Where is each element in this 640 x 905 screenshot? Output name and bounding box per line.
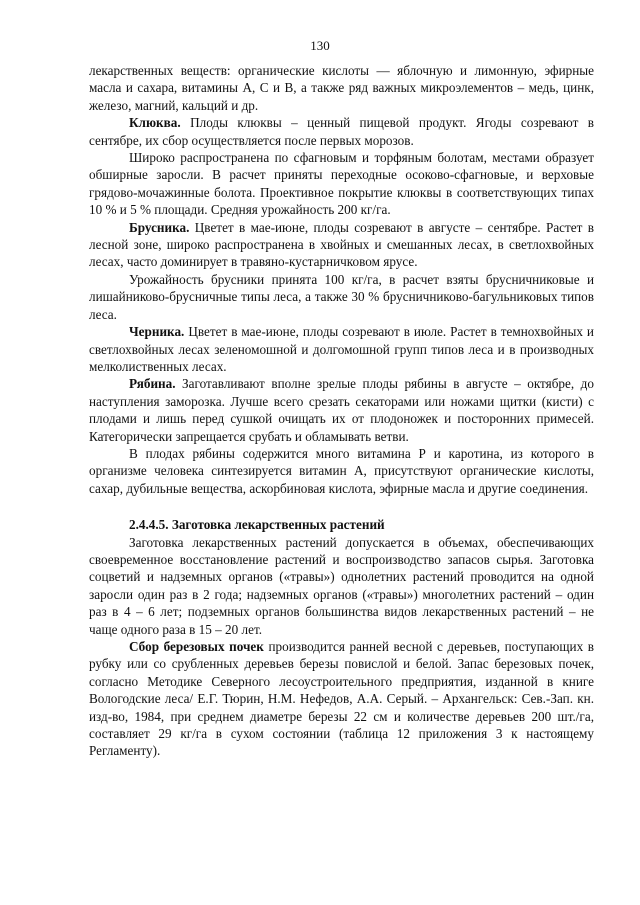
paragraph-blueberry bbox=[89, 323, 594, 375]
paragraph-medicinal-harvest bbox=[89, 534, 594, 638]
paragraph-lingonberry bbox=[89, 219, 594, 271]
paragraph-lingonberry-yield bbox=[89, 271, 594, 323]
section-heading: 2.4.4.5. Заготовка лекарственных растений bbox=[129, 517, 385, 533]
paragraph-text: Плоды клюквы – ценный пищевой продукт. Ягоды созревают в сентябре, их сбор осуществляется после первых морозов. bbox=[89, 115, 594, 148]
paragraph-text: Урожайность брусники принята 100 кг/га, в расчет взяты брусничниковые и лишайниково-брусничные типы леса, а также 30 % брусничниково-багульниковых типов леса. bbox=[89, 271, 594, 322]
paragraph-birch-buds bbox=[89, 638, 594, 760]
page-number: 130 bbox=[310, 38, 330, 53]
term-lingonberry: Брусника. bbox=[129, 219, 190, 235]
paragraph-text: Заготовка лекарственных растений допускается в объемах, обеспечивающих своевременное восстановление растений и воспроизводство запасов сырья. Заготовка соцветий и надземных органов («травы») однолетних растений проводится на одной заросли один раз в 2 года; надземных органов («травы») многолетних растений – один раз в 4 – 6 лет; подземных органов большинства видов лекарственных растений – не чаще одного раза в 15 – 20 лет. bbox=[89, 534, 594, 637]
paragraph-text: Цветет в мае-июне, плоды созревают в июле. Растет в темнохвойных и светлохвойных лесах зеленомошной и долгомошной групп типов леса и в производных мелколиственных лесах. bbox=[89, 324, 594, 374]
paragraph-continuation bbox=[89, 62, 594, 114]
paragraph-text: Широко распространена по сфагновым и торфяным болотам, местами образует обширные заросли. В расчет приняты переходные осоково-сфагновые, и верховые грядово-мочажинные болота. Проективное покрытие клюквы в соответствующих типах 10 % и 5 % площади. Средняя урожайность 200 кг/га. bbox=[89, 150, 594, 218]
paragraph-text: лекарственных веществ: органические кислоты — яблочную и лимонную, эфирные масла и сахара, витамины А, С и В, а также ряд важных микроэлементов – медь, цинк, железо, магний, кальций и др. bbox=[89, 63, 594, 113]
paragraph-text: Цветет в мае-июне, плоды созревают в августе – сентябре. Растет в лесной зоне, широко распространена в хвойных и смешанных лесах, в светлохвойных лесах, часто доминирует в травяно-кустарничковом ярусе. bbox=[89, 219, 594, 270]
term-birch-buds: Сбор березовых почек bbox=[129, 639, 264, 654]
page-content bbox=[89, 62, 594, 760]
term-cranberry: Клюква. bbox=[129, 115, 181, 131]
paragraph-text: В плодах рябины содержится много витамина Р и каротина, из которого в организме человека синтезируется витамин А, присутствуют органические кислоты, сахар, дубильные вещества, аскорбиновая кислота, эфирные масла и другие соединения. bbox=[89, 445, 594, 496]
paragraph-rowan-composition bbox=[89, 445, 594, 497]
term-rowan: Рябина. bbox=[129, 376, 176, 392]
paragraph-rowan bbox=[89, 375, 594, 445]
paragraph-cranberry bbox=[89, 114, 594, 149]
term-blueberry: Черника. bbox=[129, 324, 185, 340]
paragraph-text: производится ранней весной с деревьев, поступающих в рубку или со срубленных деревьев березы повислой и белой. Запас березовых почек, согласно Методике Северного лесоустроительного предприятия, изданной в книге Вологодские леса/ Е.Г. Тюрин, Н.М. Нефедов, А.А. Серый. – Архангельск: Сев.-Зап. кн. изд-во, 1984, при среднем диаметре березы 22 см и количестве деревьев 200 шт./га, составляет 29 кг/га в сухом состоянии (таблица 12 приложения 3 к настоящему Регламенту). bbox=[89, 639, 594, 759]
paragraph-text: Заготавливают вполне зрелые плоды рябины в августе – октябре, до наступления заморозка. Лучше всего срезать секаторами или ножами щитки (кисти) с плодами и лишь перед сушкой очищать их от плодоножек и посторонних примесей. Категорически запрещается срубать и обламывать ветви. bbox=[89, 376, 594, 444]
paragraph-cranberry-distribution bbox=[89, 149, 594, 219]
